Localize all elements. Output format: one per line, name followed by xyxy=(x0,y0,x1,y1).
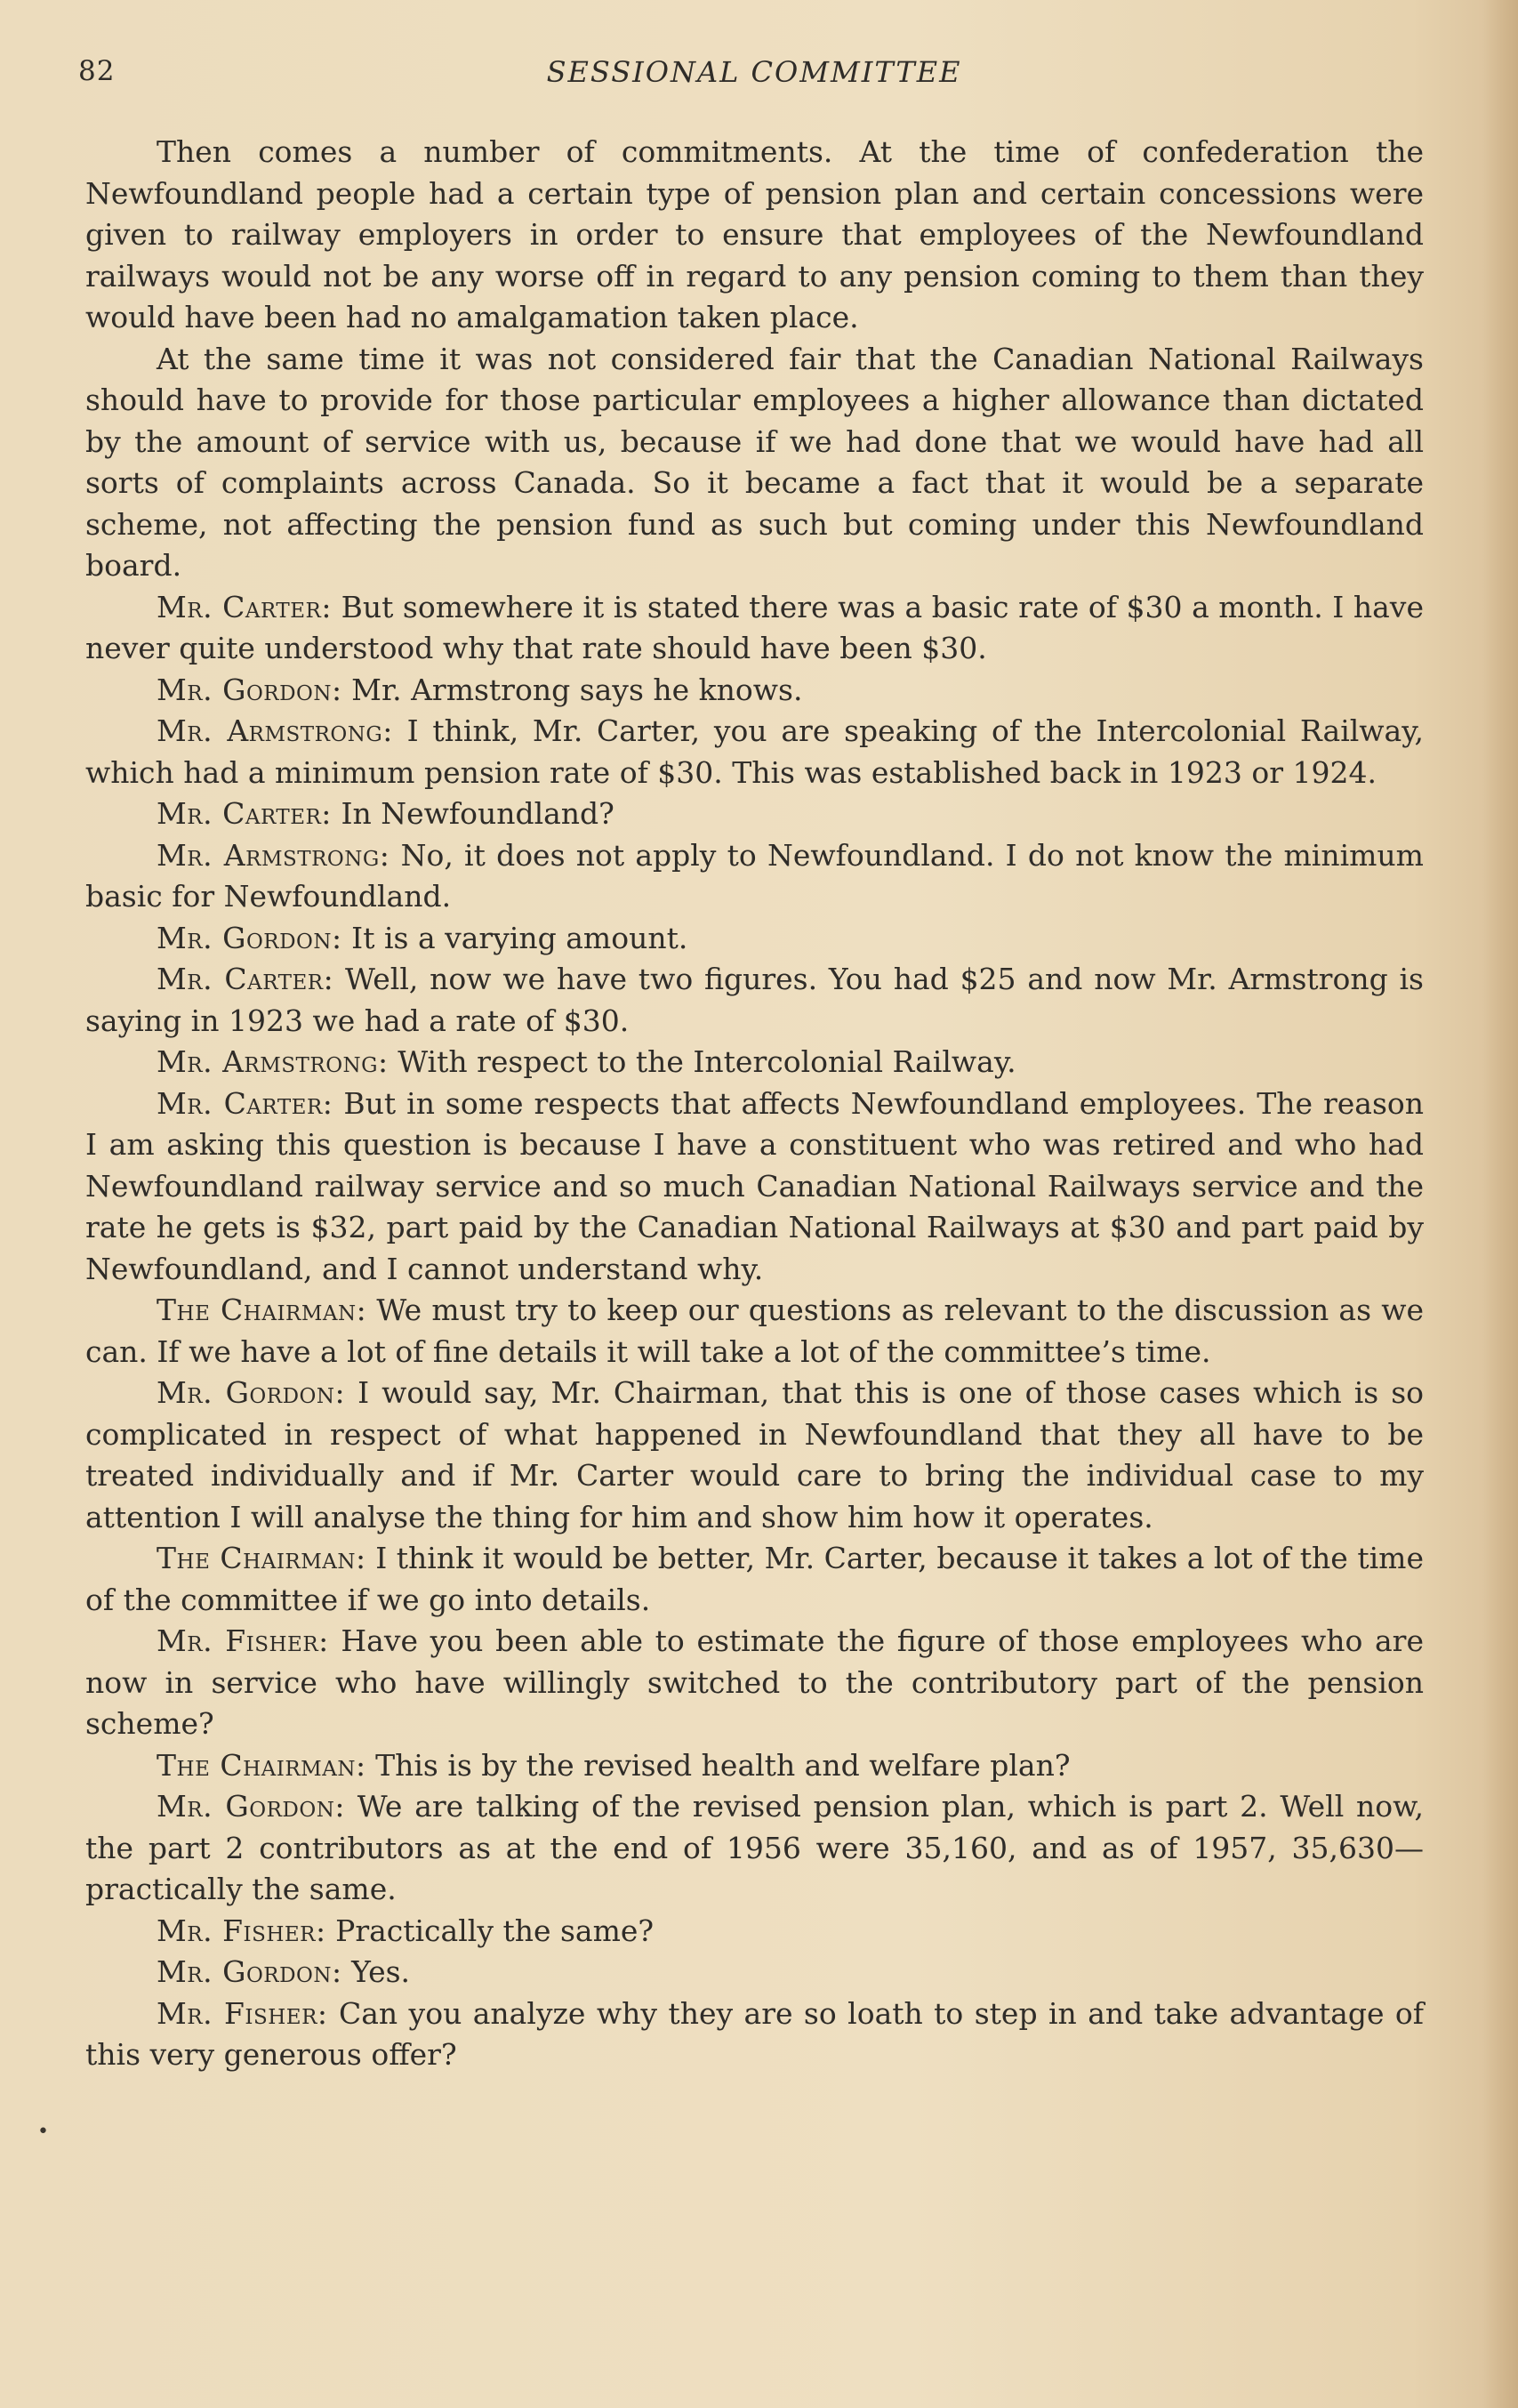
speaker-name: Mr. Gordon: xyxy=(157,1789,345,1824)
speech-text: But somewhere it is stated there was a basic rate of $30 a month. I have never quite understood why that rate should have been $30. xyxy=(85,589,1424,665)
speaker-name: Mr. Carter: xyxy=(157,589,332,624)
speech-text: Practically the same? xyxy=(335,1913,655,1948)
paragraph xyxy=(85,1042,1424,1083)
paragraph xyxy=(85,1538,1424,1621)
paragraph xyxy=(85,670,1424,712)
speech-text: I think it would be better, Mr. Carter, because it takes a lot of the time of the committee if we go into details. xyxy=(85,1541,1424,1617)
speaker-name: Mr. Fisher: xyxy=(157,1913,326,1948)
paragraph xyxy=(85,132,1424,339)
speech-text: With respect to the Intercolonial Railway. xyxy=(398,1044,1016,1079)
speaker-name: Mr. Fisher: xyxy=(157,1995,328,2031)
page-number: 82 xyxy=(78,55,116,87)
speech-text: Have you been able to estimate the figure of those employees who are now in service who have willingly switched to the contributory part of the pension scheme? xyxy=(85,1623,1424,1741)
speech-text: We are talking of the revised pension plan, which is part 2. Well now, the part 2 contributors as at the end of 1956 were 35,160, and as of 1957, 35,630—practically the same. xyxy=(85,1789,1424,1906)
speech-text: This is by the revised health and welfare plan? xyxy=(375,1747,1071,1783)
paragraph xyxy=(85,1290,1424,1373)
paragraph xyxy=(85,1373,1424,1538)
paragraph xyxy=(85,1745,1424,1787)
speech-text: It is a varying amount. xyxy=(351,920,688,955)
paragraph xyxy=(85,711,1424,793)
paragraph xyxy=(85,959,1424,1042)
speech-text: Mr. Armstrong says he knows. xyxy=(351,672,803,707)
speaker-name: The Chairman: xyxy=(157,1293,367,1327)
speaker-name: Mr. Armstrong: xyxy=(157,837,390,873)
paragraph xyxy=(85,1083,1424,1291)
speaker-name: The Chairman: xyxy=(157,1747,366,1783)
speaker-name: Mr. Carter: xyxy=(157,796,332,831)
speech-text: Can you analyze why they are so loath to step in and take advantage of this very generous offer? xyxy=(85,1995,1425,2072)
paragraph xyxy=(85,1952,1424,1993)
speaker-name: Mr. Fisher: xyxy=(157,1623,329,1658)
paragraph-text: At the same time it was not considered fair that the Canadian National Railways should have to provide for those particular employees a higher allowance than dictated by the amount of service with us, because if we had done that we would have had all sorts of complaints across Canada. So it became a fact that it would be a separate scheme, not affecting the pension fund as such but coming under this Newfoundland board. xyxy=(85,341,1424,583)
paragraph xyxy=(85,835,1424,918)
speech-text: We must try to keep our questions as relevant to the discussion as we can. If we have a lot of fine details it will take a lot of the committee’s time. xyxy=(85,1293,1424,1369)
paragraph xyxy=(85,339,1424,587)
speaker-name: Mr. Gordon: xyxy=(157,672,342,707)
speech-text: Well, now we have two figures. You had $25 and now Mr. Armstrong is saying in 1923 we had a rate of $30. xyxy=(85,962,1424,1038)
paragraph xyxy=(85,1621,1424,1745)
paragraph xyxy=(85,793,1424,835)
paragraph xyxy=(85,918,1424,960)
speech-text: But in some respects that affects Newfoundland employees. The reason I am asking this question is because I have a constituent who was retired and who had Newfoundland railway service and so much Canadian National Railways service and the rate he gets is $32, part paid by the Canadian National Railways at $30 and part paid by Newfoundland, and I cannot understand why. xyxy=(85,1085,1424,1286)
speech-text: In Newfoundland? xyxy=(341,796,614,831)
page-gutter-shadow xyxy=(1482,0,1518,2408)
speaker-name: Mr. Carter: xyxy=(157,962,334,996)
speech-text: Yes. xyxy=(351,1954,411,1989)
speaker-name: Mr. Armstrong: xyxy=(157,1044,389,1079)
running-head: SESSIONAL COMMITTEE xyxy=(546,55,962,89)
speaker-name: Mr. Gordon: xyxy=(157,1954,342,1989)
speaker-name: Mr. Gordon: xyxy=(157,920,342,955)
speaker-name: Mr. Gordon: xyxy=(157,1375,346,1410)
paragraph xyxy=(85,587,1424,670)
speaker-name: The Chairman: xyxy=(157,1541,366,1575)
paragraph xyxy=(85,1993,1424,2076)
ink-speck: • xyxy=(37,2121,49,2143)
speech-text: No, it does not apply to Newfoundland. I do not know the minimum basic for Newfoundland. xyxy=(85,837,1424,914)
speaker-name: Mr. Armstrong: xyxy=(157,713,393,748)
page-header xyxy=(78,55,1430,100)
speaker-name: Mr. Carter: xyxy=(157,1085,333,1121)
speech-text: I think, Mr. Carter, you are speaking of the Intercolonial Railway, which had a minimum pension rate of $30. This was established back in 1923 or 1924. xyxy=(85,713,1424,790)
body-text xyxy=(85,132,1424,2076)
paragraph xyxy=(85,1786,1424,1911)
paragraph-text: Then comes a number of commitments. At the time of confederation the Newfoundland people had a certain type of pension plan and certain concessions were given to railway employers in order to ensure that employees of the Newfoundland railways would not be any worse off in regard to any pension coming to them than they would have been had no amalgamation taken place. xyxy=(85,134,1424,334)
paragraph xyxy=(85,1911,1424,1953)
speech-text: I would say, Mr. Chairman, that this is one of those cases which is so complicated in respect of what happened in Newfoundland that they all have to be treated individually and if Mr. Carter would care to bring the individual case to my attention I will analyse the thing for him and show him how it operates. xyxy=(85,1375,1424,1534)
